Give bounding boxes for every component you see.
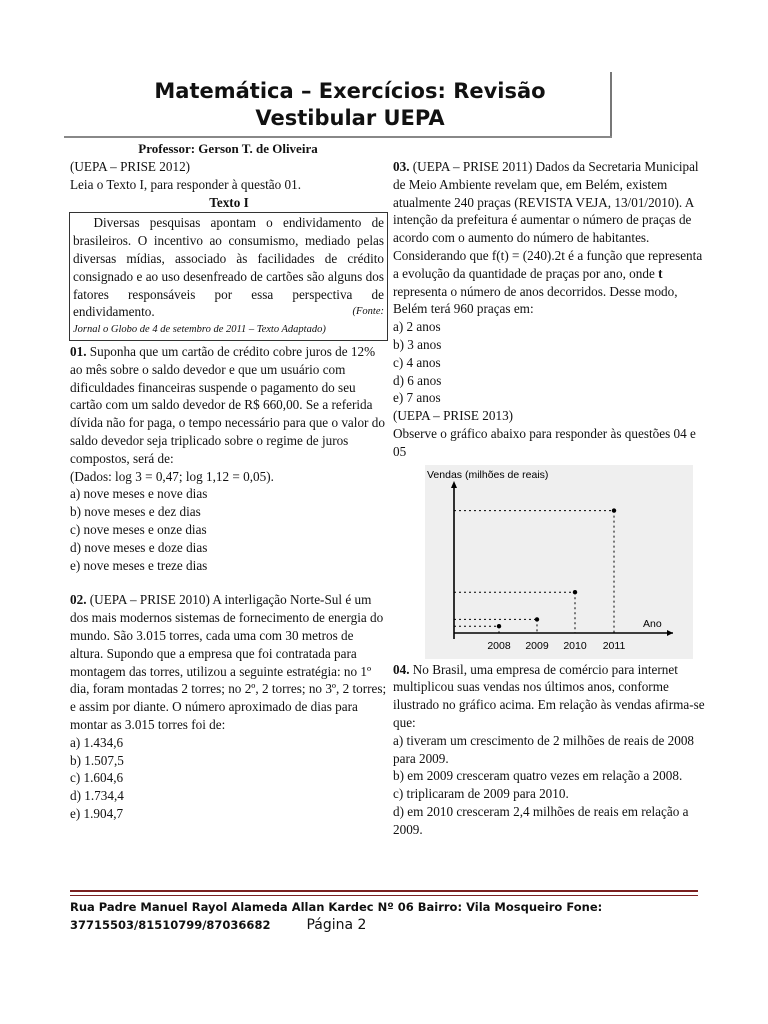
observe-line: Observe o gráfico abaixo para responder às questões 04 e 05: [393, 425, 696, 459]
q03-option: c) 4 anos: [393, 354, 441, 370]
sales-chart-svg: [425, 465, 693, 659]
question-04: [393, 661, 705, 732]
q01-number: 01.: [70, 343, 87, 359]
footer-rule-thin: [70, 895, 698, 896]
footer-rule: [70, 890, 698, 892]
q03-option: e) 7 anos: [393, 390, 441, 406]
q01-option: c) nove meses e onze dias: [70, 521, 207, 537]
q04-option: d) em 2010 cresceram 2,4 milhões de reais em relação a 2009.: [393, 803, 689, 837]
question-03: [393, 158, 705, 318]
q02-option: b) 1.507,5: [70, 752, 124, 768]
q04-number: 04.: [393, 661, 410, 677]
x-tick-label: 2009: [525, 639, 549, 652]
instruction-line: Leia o Texto I, para responder à questão 01.: [70, 176, 301, 192]
q02-number: 02.: [70, 592, 87, 608]
texto-fonte: (Fonte:: [352, 306, 384, 318]
page-title: [70, 78, 630, 132]
q01-dados: (Dados: log 3 = 0,47; log 1,12 = 0,05).: [70, 468, 274, 484]
texto-body: Diversas pesquisas apontam o endividamento de brasileiros. O incentivo ao consumismo, mediado pelas diversas mídias, associado às facilidades de crédito consignado e ao uso desenfreado de cartões são alguns dos fatores responsáveis por essa perspectiva de endividamento.: [73, 215, 385, 320]
x-axis-label: Ano: [643, 617, 662, 630]
x-tick-label: 2011: [602, 639, 626, 652]
q01-option: a) nove meses e nove dias: [70, 486, 208, 502]
q04-text: No Brasil, uma empresa de comércio para internet multiplicou suas vendas nos últimos anos, conforme ilustrado no gráfico acima. Em relação às vendas afirma-se que:: [393, 661, 705, 730]
x-axis-arrow: [667, 630, 673, 636]
y-axis-arrow: [451, 481, 457, 488]
data-point: [535, 617, 539, 621]
footer-phones: 37715503/81510799/87036682: [70, 918, 271, 932]
footer: [70, 898, 670, 934]
q01-option: e) nove meses e treze dias: [70, 557, 208, 573]
data-point: [612, 508, 616, 512]
texto-box: [69, 212, 388, 341]
question-02: [70, 591, 388, 733]
source-line: (UEPA – PRISE 2012): [70, 159, 191, 174]
q03-option: b) 3 anos: [393, 336, 442, 352]
q02-text: (UEPA – PRISE 2010) A interligação Norte-Sul é um dos mais modernos sistemas de fornecimento de energia do mundo. São 3.015 torres, cada uma com 30 metros de altura. Supondo que a empresa que foi contratada para montagem das torres, utilizou a seguinte estratégia: no 1º dia, foram montadas 2 torres; no 2º, 2 torres; no 3º, 2 torres; e assim por diante. O número aproximado de dias para montar as 3.015 torres foi de:: [70, 592, 387, 732]
title-vertical-rule: [610, 72, 612, 138]
prise-2013: (UEPA – PRISE 2013): [393, 408, 514, 424]
data-point: [497, 624, 501, 628]
y-axis-label: Vendas (milhões de reais): [427, 468, 549, 481]
q01-option: d) nove meses e doze dias: [70, 539, 208, 555]
q01-option: b) nove meses e dez dias: [70, 504, 201, 520]
q01-text: Suponha que um cartão de crédito cobre juros de 12% ao mês sobre o saldo devedor e que um usuário com dificuldades financeiras suspende o pagamento do seu cartão com um saldo devedor de R$ 660,00. Se a referida dívida não for paga, o tempo necessário para que o valor do saldo devedor seja triplicado sobre o regime de juros compostos, será de:: [70, 343, 385, 466]
q03-text-b: representa o número de anos decorridos. Desse modo, Belém terá 960 praças em:: [393, 283, 678, 317]
sales-chart: [425, 465, 693, 659]
professor-name: Professor: Gerson T. de Oliveira: [138, 141, 318, 156]
left-column: [70, 158, 388, 823]
q03-t: t: [658, 265, 663, 281]
footer-address: Rua Padre Manuel Rayol Alameda Allan Kardec Nº 06 Bairro: Vila Mosqueiro Fone:: [70, 900, 603, 914]
page-number: Página 2: [306, 917, 367, 933]
q03-option: a) 2 anos: [393, 319, 441, 335]
texto-title: Texto I: [209, 194, 249, 210]
x-tick-label: 2010: [563, 639, 587, 652]
q02-option: a) 1.434,6: [70, 734, 124, 750]
title-line-1: Matemática – Exercícios: Revisão: [154, 79, 546, 103]
q04-option: c) triplicaram de 2009 para 2010.: [393, 786, 569, 802]
q03-option: d) 6 anos: [393, 372, 442, 388]
q02-option: d) 1.734,4: [70, 788, 124, 804]
title-line-2: Vestibular UEPA: [255, 106, 445, 130]
q04-option: b) em 2009 cresceram quatro vezes em relação a 2008.: [393, 768, 683, 784]
q03-number: 03.: [393, 159, 410, 174]
footer-phones-line: [70, 916, 670, 934]
texto-source: Jornal o Globo de 4 de setembro de 2011 – Texto Adaptado): [73, 324, 326, 336]
x-tick-label: 2008: [487, 639, 511, 652]
q04-option: a) tiveram um crescimento de 2 milhões de reais de 2008 para 2009.: [393, 732, 695, 766]
title-horizontal-rule: [64, 136, 612, 138]
q02-option: e) 1.904,7: [70, 805, 124, 821]
q03-text-a: (UEPA – PRISE 2011) Dados da Secretaria Municipal de Meio Ambiente revelam que, em Belém, existem atualmente 240 praças (REVISTA VEJA, 13/01/2010). A intenção da prefeitura é aumentar o número de praças de acordo com o aumento do número de habitantes. Considerando que f(t) = (240).2t é a função que representa a evolução da quantidade de praças por ano, onde: [393, 159, 703, 281]
q02-option: c) 1.604,6: [70, 770, 124, 786]
data-point: [573, 590, 577, 594]
question-01: [70, 343, 388, 468]
right-column: [393, 158, 705, 839]
